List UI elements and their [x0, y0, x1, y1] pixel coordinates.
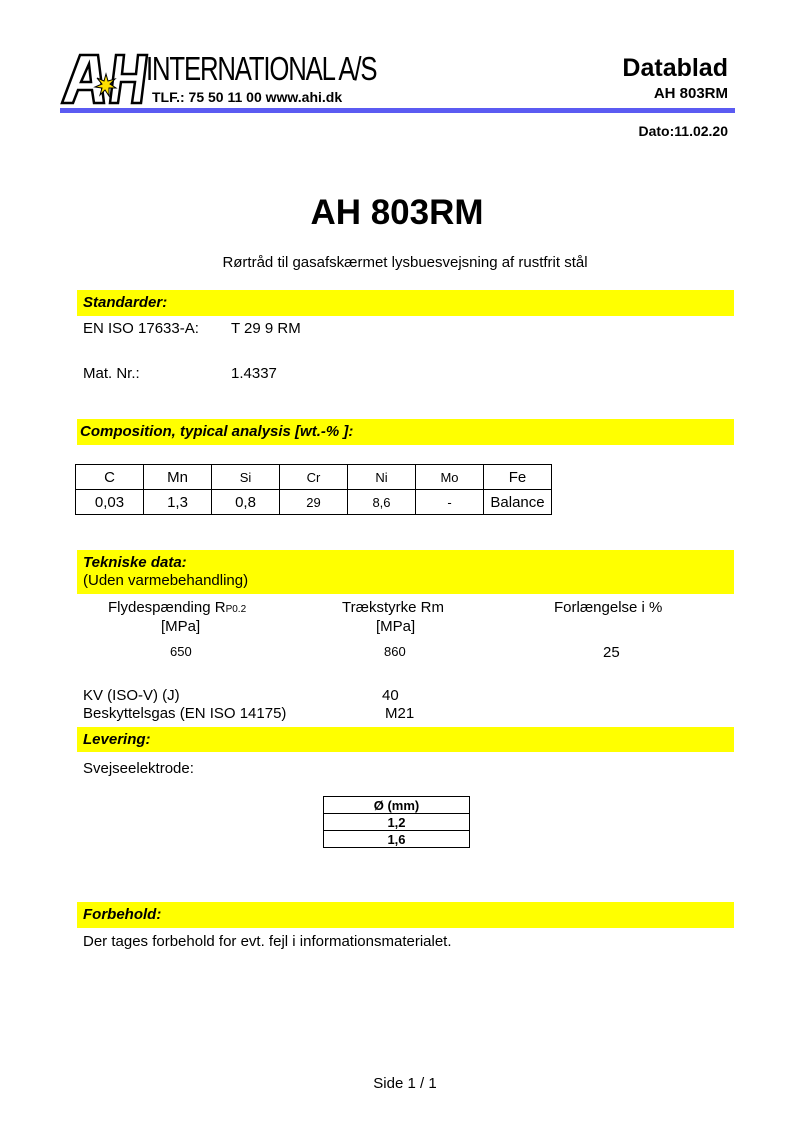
yield-strength-subscript: P0.2: [225, 604, 247, 615]
standard-value: T 29 9 RM: [231, 320, 301, 337]
section-heading: Tekniske data:: [83, 554, 187, 571]
page-subtitle: Rørtråd til gasafskærmet lysbuesvejsning af rustfrit stål: [222, 254, 588, 271]
composition-table: [75, 464, 552, 515]
yield-strength-unit: [MPa]: [161, 618, 201, 635]
table-row: [324, 814, 470, 831]
elongation-label: Forlængelse i %: [554, 599, 663, 616]
section-heading: Composition, typical analysis [wt.-% ]:: [80, 423, 354, 440]
table-row: [324, 797, 470, 814]
shielding-gas-value: M21: [385, 705, 415, 722]
element-header: Mn: [144, 465, 212, 490]
section-bar-disclaimer: [77, 902, 734, 928]
element-header: C: [76, 465, 144, 490]
element-value: Balance: [484, 490, 552, 515]
element-header: Mo: [416, 465, 484, 490]
company-name: INTERNATIONAL A/S: [146, 50, 377, 87]
diameter-table: [323, 796, 470, 848]
document-date: Dato:11.02.20: [638, 123, 728, 139]
element-value: 8,6: [348, 490, 416, 515]
impact-energy-value: 40: [382, 687, 399, 704]
material-number-label: Mat. Nr.:: [83, 365, 140, 382]
table-row: [76, 465, 552, 490]
element-value: -: [416, 490, 484, 515]
section-subheading: (Uden varmebehandling): [83, 572, 249, 589]
section-heading: Levering:: [83, 731, 151, 748]
table-row: [76, 490, 552, 515]
header-divider: [60, 108, 735, 113]
standard-label: EN ISO 17633-A:: [83, 320, 199, 337]
element-value: 1,3: [144, 490, 212, 515]
disclaimer-text: Der tages forbehold for evt. fejl i informationsmaterialet.: [83, 933, 452, 950]
table-row: [324, 831, 470, 848]
material-number-value: 1.4337: [231, 365, 277, 382]
section-bar-delivery: [77, 727, 734, 752]
element-value: 0,8: [212, 490, 280, 515]
document-code: AH 803RM: [653, 85, 728, 102]
tensile-strength-value: 860: [384, 644, 406, 659]
element-header: Si: [212, 465, 280, 490]
elongation-value: 25: [603, 644, 620, 661]
delivery-text: Svejseelektrode:: [83, 760, 194, 777]
document-type: Datablad: [622, 54, 728, 82]
diameter-value: 1,6: [324, 831, 470, 848]
page-number: Side 1 / 1: [373, 1075, 437, 1092]
element-value: 29: [280, 490, 348, 515]
element-value: 0,03: [76, 490, 144, 515]
section-bar-composition: [77, 419, 734, 445]
diameter-value: 1,2: [324, 814, 470, 831]
tensile-strength-label: Trækstyrke Rm: [342, 599, 444, 616]
element-header: Cr: [280, 465, 348, 490]
element-header: Fe: [484, 465, 552, 490]
impact-energy-label: KV (ISO-V) (J): [83, 687, 180, 704]
shielding-gas-label: Beskyttelsgas (EN ISO 14175): [83, 705, 287, 722]
section-heading: Forbehold:: [83, 906, 162, 923]
diameter-header: Ø (mm): [324, 797, 470, 814]
element-header: Ni: [348, 465, 416, 490]
page-title: AH 803RM: [310, 193, 484, 232]
section-bar-technical: [77, 550, 734, 594]
section-bar-standards: [77, 290, 734, 316]
section-heading: Standarder:: [83, 294, 168, 311]
yield-strength-label: Flydespænding RP0.2: [108, 599, 247, 616]
company-contact: TLF.: 75 50 11 00 www.ahi.dk: [152, 89, 343, 105]
company-logo: [60, 50, 152, 106]
yield-strength-value: 650: [170, 644, 192, 659]
tensile-strength-unit: [MPa]: [376, 618, 416, 635]
